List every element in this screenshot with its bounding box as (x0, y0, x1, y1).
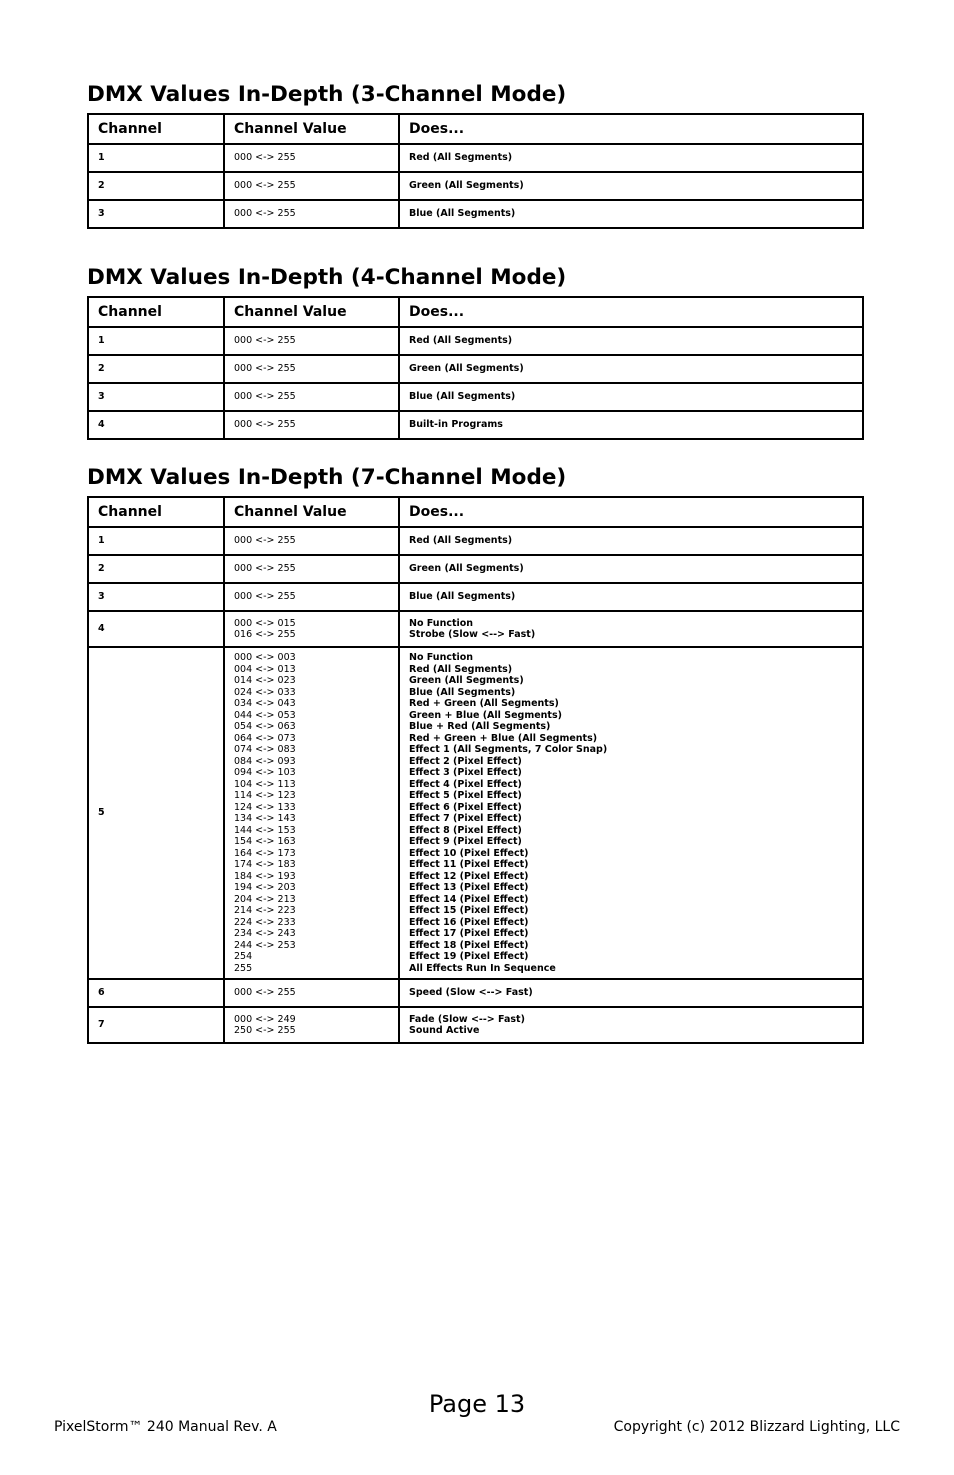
function-label: Effect 2 (Pixel Effect) (409, 755, 522, 767)
function-label: Effect 1 (All Segments, 7 Color Snap) (409, 744, 608, 755)
table-row (88, 355, 863, 383)
function-label: Built-in Programs (409, 419, 503, 431)
value-range: 000 <-> 015 (234, 617, 296, 629)
section-title: DMX Values In-Depth (3-Channel Mode) (87, 82, 567, 107)
function-label: Green + Blue (All Segments) (409, 709, 562, 721)
function-label: Red (All Segments) (409, 152, 513, 164)
value-range: 054 <-> 063 (234, 721, 296, 732)
table-row (88, 383, 863, 411)
function-label: Effect 9 (Pixel Effect) (409, 836, 522, 847)
function-label: Effect 16 (Pixel Effect) (409, 916, 529, 928)
function-label: Red + Green (All Segments) (409, 698, 559, 709)
function-label: Effect 7 (Pixel Effect) (409, 813, 522, 824)
channel-number: 4 (88, 411, 224, 439)
function-label: Effect 11 (Pixel Effect) (409, 859, 529, 870)
value-range: 255 (234, 962, 253, 974)
function-label: Red (All Segments) (409, 535, 513, 547)
value-range: 114 <-> 123 (234, 790, 296, 801)
table-row (88, 144, 863, 172)
dmx-table-7ch (87, 496, 864, 1044)
header-channel-value: Channel Value (224, 497, 399, 527)
function-label: Green (All Segments) (409, 363, 524, 375)
channel-number: 2 (88, 355, 224, 383)
function-label: Red + Green + Blue (All Segments) (409, 732, 598, 744)
table-header-row (88, 114, 863, 144)
value-range: 124 <-> 133 (234, 801, 296, 813)
function-label: Effect 15 (Pixel Effect) (409, 905, 529, 916)
value-range: 204 <-> 213 (234, 893, 296, 905)
function-label: Green (All Segments) (409, 563, 524, 575)
channel-number: 1 (88, 527, 224, 555)
value-range: 184 <-> 193 (234, 870, 296, 882)
function-cell (399, 647, 863, 979)
channel-value-cell (224, 144, 399, 172)
function-label: Effect 19 (Pixel Effect) (409, 951, 529, 962)
function-cell (399, 144, 863, 172)
channel-number: 7 (88, 1007, 224, 1043)
header-channel: Channel (88, 114, 224, 144)
channel-number: 2 (88, 555, 224, 583)
function-label: Effect 8 (Pixel Effect) (409, 824, 522, 836)
value-range: 000 <-> 003 (234, 652, 296, 663)
channel-value-cell (224, 327, 399, 355)
value-range: 214 <-> 223 (234, 905, 296, 916)
dmx-table-4ch (87, 296, 864, 440)
table-row (88, 172, 863, 200)
function-label: Effect 17 (Pixel Effect) (409, 928, 529, 939)
table-header-row (88, 297, 863, 327)
page-number: Page 13 (428, 1390, 526, 1418)
channel-number: 3 (88, 200, 224, 228)
channel-value-cell (224, 1007, 399, 1043)
table-row (88, 411, 863, 439)
function-cell (399, 1007, 863, 1043)
channel-value-cell (224, 383, 399, 411)
value-range: 154 <-> 163 (234, 836, 296, 847)
channel-value-cell (224, 411, 399, 439)
value-range: 094 <-> 103 (234, 767, 296, 778)
channel-number: 3 (88, 383, 224, 411)
function-cell (399, 172, 863, 200)
value-range: 000 <-> 255 (234, 419, 296, 431)
channel-number: 4 (88, 611, 224, 647)
function-cell (399, 383, 863, 411)
dmx-table-3ch (87, 113, 864, 229)
channel-value-cell (224, 527, 399, 555)
function-cell (399, 200, 863, 228)
function-label: Green (All Segments) (409, 180, 524, 192)
channel-value-cell (224, 583, 399, 611)
function-label: Effect 5 (Pixel Effect) (409, 790, 522, 801)
value-range: 164 <-> 173 (234, 847, 296, 859)
function-label: Effect 13 (Pixel Effect) (409, 882, 529, 893)
function-label: Blue + Red (All Segments) (409, 721, 551, 732)
value-range: 016 <-> 255 (234, 629, 296, 640)
value-range: 000 <-> 255 (234, 152, 296, 164)
table-row (88, 327, 863, 355)
function-label: Sound Active (409, 1025, 480, 1036)
channel-number: 5 (88, 647, 224, 979)
channel-value-cell (224, 172, 399, 200)
function-label: Effect 3 (Pixel Effect) (409, 767, 522, 778)
channel-number: 6 (88, 979, 224, 1007)
value-range: 084 <-> 093 (234, 755, 296, 767)
function-cell (399, 979, 863, 1007)
table-header-row (88, 497, 863, 527)
value-range: 194 <-> 203 (234, 882, 296, 893)
value-range: 024 <-> 033 (234, 686, 296, 698)
function-label: Effect 6 (Pixel Effect) (409, 801, 522, 813)
function-cell (399, 411, 863, 439)
function-label: Effect 4 (Pixel Effect) (409, 778, 522, 790)
value-range: 234 <-> 243 (234, 928, 296, 939)
value-range: 134 <-> 143 (234, 813, 296, 824)
value-range: 004 <-> 013 (234, 663, 296, 675)
header-does: Does... (399, 297, 863, 327)
function-label: Speed (Slow <--> Fast) (409, 987, 533, 999)
value-range: 104 <-> 113 (234, 778, 296, 790)
value-range: 000 <-> 255 (234, 180, 296, 192)
function-label: Effect 18 (Pixel Effect) (409, 939, 529, 951)
value-range: 064 <-> 073 (234, 732, 296, 744)
value-range: 254 (234, 951, 253, 962)
function-label: All Effects Run In Sequence (409, 962, 556, 974)
function-cell (399, 555, 863, 583)
table-row (88, 611, 863, 647)
function-label: Blue (All Segments) (409, 391, 516, 403)
function-label: Effect 14 (Pixel Effect) (409, 893, 529, 905)
value-range: 000 <-> 255 (234, 591, 296, 603)
channel-number: 2 (88, 172, 224, 200)
value-range: 034 <-> 043 (234, 698, 296, 709)
table-row (88, 583, 863, 611)
value-range: 044 <-> 053 (234, 709, 296, 721)
channel-number: 1 (88, 144, 224, 172)
function-cell (399, 527, 863, 555)
function-label: Effect 10 (Pixel Effect) (409, 847, 529, 859)
footer-manual-title: PixelStorm™ 240 Manual Rev. A (54, 1419, 277, 1435)
header-channel-value: Channel Value (224, 114, 399, 144)
channel-value-cell (224, 355, 399, 383)
header-channel: Channel (88, 497, 224, 527)
value-range: 244 <-> 253 (234, 939, 296, 951)
channel-value-cell (224, 200, 399, 228)
function-cell (399, 355, 863, 383)
value-range: 000 <-> 255 (234, 391, 296, 403)
channel-value-cell (224, 555, 399, 583)
value-range: 014 <-> 023 (234, 675, 296, 686)
value-range: 000 <-> 255 (234, 335, 296, 347)
value-range: 250 <-> 255 (234, 1025, 296, 1036)
function-label: Red (All Segments) (409, 663, 513, 675)
function-label: Blue (All Segments) (409, 686, 516, 698)
function-label: No Function (409, 652, 474, 663)
header-does: Does... (399, 114, 863, 144)
function-label: No Function (409, 617, 474, 629)
header-channel: Channel (88, 297, 224, 327)
value-range: 000 <-> 255 (234, 535, 296, 547)
table-row (88, 555, 863, 583)
function-cell (399, 327, 863, 355)
function-label: Blue (All Segments) (409, 208, 516, 220)
value-range: 074 <-> 083 (234, 744, 296, 755)
value-range: 224 <-> 233 (234, 916, 296, 928)
function-label: Effect 12 (Pixel Effect) (409, 870, 529, 882)
value-range: 000 <-> 255 (234, 987, 296, 999)
value-range: 000 <-> 255 (234, 363, 296, 375)
table-row (88, 200, 863, 228)
function-cell (399, 611, 863, 647)
channel-value-cell (224, 979, 399, 1007)
header-channel-value: Channel Value (224, 297, 399, 327)
function-label: Red (All Segments) (409, 335, 513, 347)
function-label: Green (All Segments) (409, 675, 524, 686)
function-label: Strobe (Slow <--> Fast) (409, 629, 536, 640)
header-does: Does... (399, 497, 863, 527)
function-cell (399, 583, 863, 611)
table-row (88, 647, 863, 979)
channel-value-cell (224, 611, 399, 647)
value-range: 144 <-> 153 (234, 824, 296, 836)
section-title: DMX Values In-Depth (7-Channel Mode) (87, 465, 567, 490)
table-row (88, 979, 863, 1007)
value-range: 000 <-> 255 (234, 563, 296, 575)
table-row (88, 527, 863, 555)
value-range: 000 <-> 249 (234, 1013, 296, 1025)
value-range: 174 <-> 183 (234, 859, 296, 870)
channel-number: 3 (88, 583, 224, 611)
function-label: Fade (Slow <--> Fast) (409, 1013, 525, 1025)
channel-number: 1 (88, 327, 224, 355)
footer-copyright: Copyright (c) 2012 Blizzard Lighting, LLC (613, 1419, 900, 1435)
section-title: DMX Values In-Depth (4-Channel Mode) (87, 265, 567, 290)
value-range: 000 <-> 255 (234, 208, 296, 220)
function-label: Blue (All Segments) (409, 591, 516, 603)
table-row (88, 1007, 863, 1043)
channel-value-cell (224, 647, 399, 979)
